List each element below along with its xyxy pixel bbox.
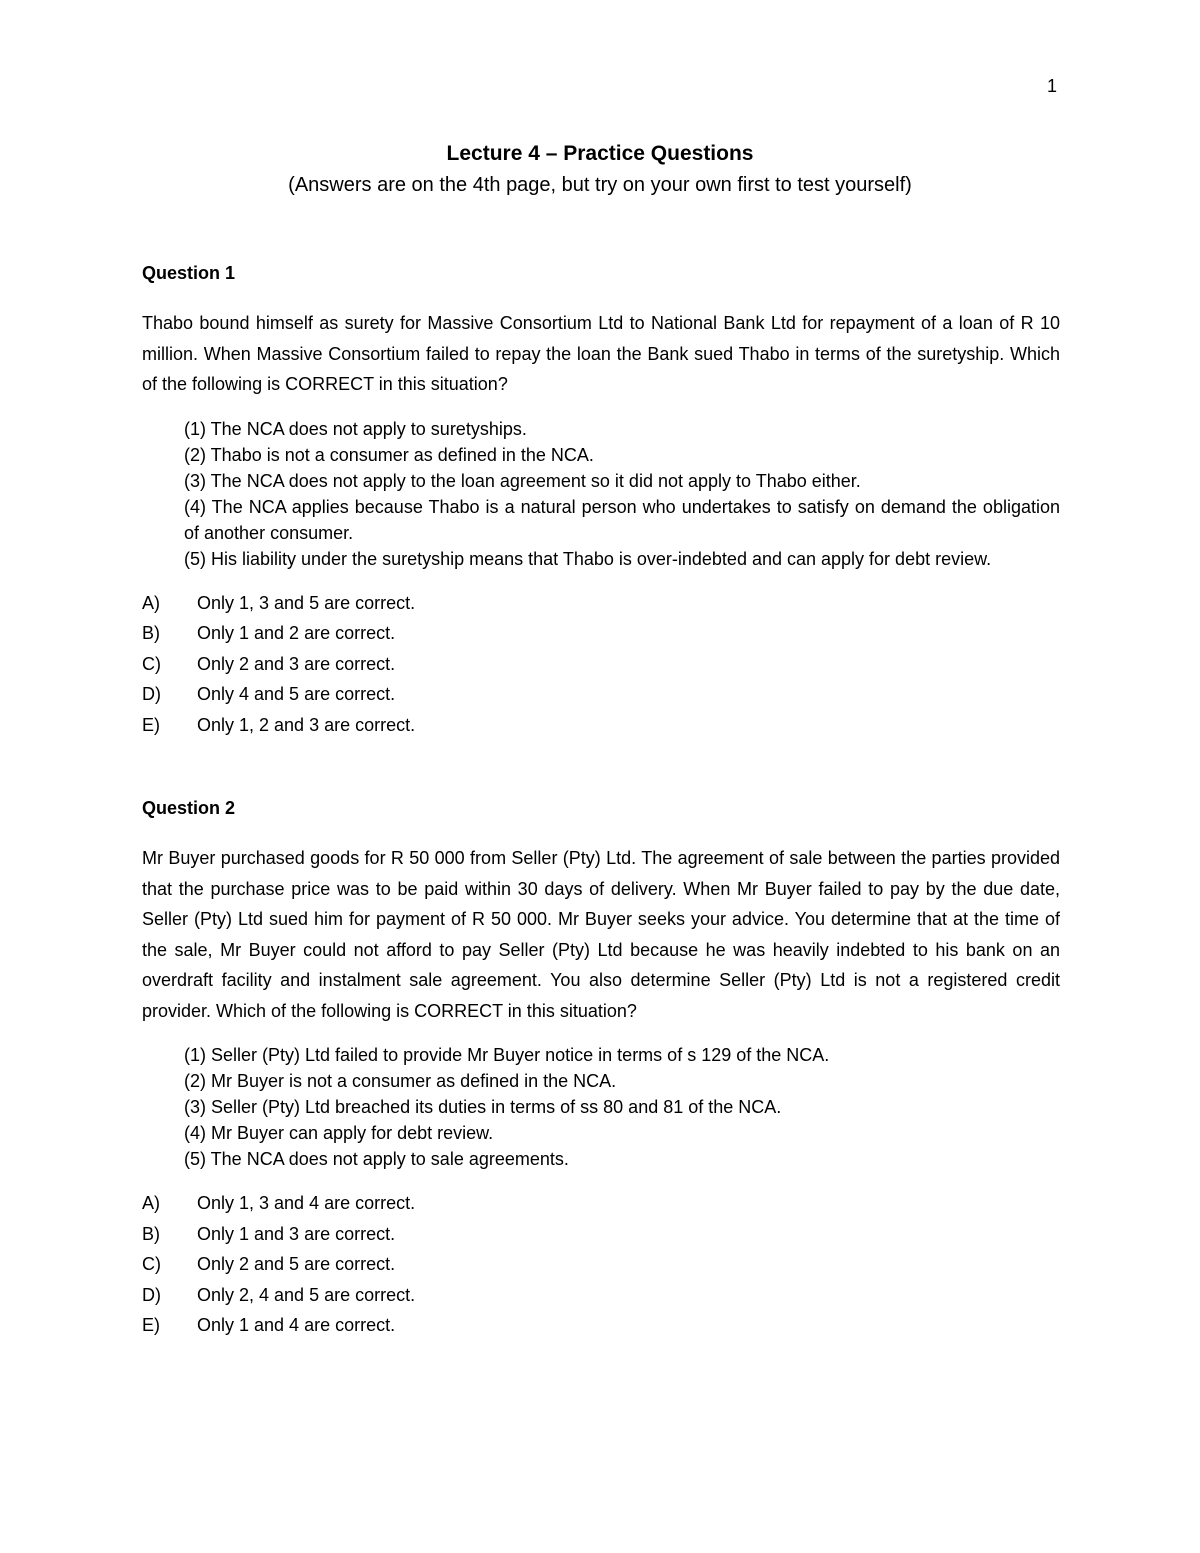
question-1 — [142, 262, 1060, 740]
page-title: Lecture 4 – Practice Questions — [446, 142, 754, 165]
option-letter: E) — [142, 1315, 160, 1335]
option-text: Only 2, 4 and 5 are correct. — [197, 1284, 416, 1305]
option-item — [142, 588, 1060, 619]
question-text: Mr Buyer purchased goods for R 50 000 from Seller (Pty) Ltd. The agreement of sale between the parties provided that the purchase price was to be paid within 30 days of delivery. When Mr Buyer failed to pay by the due date, Seller (Pty) Ltd sued him for payment of R 50 000. Mr Buyer seeks your advice. You determine that at the time of the sale, Mr Buyer could not afford to pay Seller (Pty) Ltd because he was heavily indebted to his bank on an overdraft facility and instalment sale agreement. You also determine Seller (Pty) Ltd is not a registered credit provider. Which of the following is CORRECT in this situation? — [142, 848, 1060, 1021]
page-number: 1 — [1046, 76, 1057, 96]
option-letter: A) — [142, 1193, 160, 1213]
option-item — [142, 1188, 1060, 1219]
option-item — [142, 1219, 1060, 1250]
option-text: Only 1, 2 and 3 are correct. — [197, 714, 416, 735]
question-heading: Question 2 — [142, 798, 236, 818]
option-letter: D) — [142, 1284, 161, 1305]
option-list — [142, 1188, 1060, 1341]
option-letter: B) — [142, 1223, 160, 1244]
option-letter: B) — [142, 623, 160, 643]
question-2 — [142, 797, 1060, 1341]
page-subtitle: (Answers are on the 4th page, but try on your own first to test yourself) — [288, 174, 912, 196]
statement-item: (1) Seller (Pty) Ltd failed to provide Mr Buyer notice in terms of s 129 of the NCA. — [184, 1045, 830, 1065]
option-letter: E) — [142, 714, 160, 735]
option-text: Only 1 and 4 are correct. — [197, 1315, 396, 1335]
option-text: Only 1, 3 and 4 are correct. — [197, 1193, 416, 1213]
statement-item: (4) Mr Buyer can apply for debt review. — [184, 1123, 494, 1143]
option-list — [142, 588, 1060, 741]
option-letter: D) — [142, 684, 161, 704]
option-letter: C) — [142, 1254, 161, 1274]
option-text: Only 1 and 2 are correct. — [197, 623, 396, 643]
statement-item: (5) The NCA does not apply to sale agreements. — [184, 1149, 569, 1169]
option-item — [142, 1310, 1060, 1341]
statement-item: (5) His liability under the suretyship means that Thabo is over-indebted and can apply for debt review. — [184, 548, 992, 569]
statement-item: (3) The NCA does not apply to the loan agreement so it did not apply to Thabo either. — [184, 470, 861, 491]
option-item — [142, 1280, 1060, 1311]
option-item — [142, 618, 1060, 649]
option-item — [142, 710, 1060, 741]
option-text: Only 1, 3 and 5 are correct. — [197, 592, 416, 613]
question-heading: Question 1 — [142, 263, 236, 283]
option-letter: C) — [142, 653, 161, 674]
statement-item: (1) The NCA does not apply to suretyships. — [184, 418, 527, 439]
statement-item: (3) Seller (Pty) Ltd breached its duties in terms of ss 80 and 81 of the NCA. — [184, 1097, 782, 1117]
statement-item: (2) Thabo is not a consumer as defined in the NCA. — [184, 444, 594, 465]
title-block — [0, 141, 1200, 197]
option-text: Only 2 and 3 are correct. — [197, 653, 396, 674]
option-item — [142, 1249, 1060, 1280]
question-text: Thabo bound himself as surety for Massive Consortium Ltd to National Bank Ltd for repayment of a loan of R 10 million. When Massive Consortium failed to repay the loan the Bank sued Thabo in terms of the suretyship. Which of the following is CORRECT in this situation? — [142, 313, 1060, 394]
option-letter: A) — [142, 592, 160, 613]
option-item — [142, 679, 1060, 710]
option-text: Only 4 and 5 are correct. — [197, 684, 396, 704]
statement-list — [184, 416, 1060, 572]
statement-item: (4) The NCA applies because Thabo is a natural person who undertakes to satisfy on demand the obligation of another consumer. — [184, 496, 1060, 543]
statement-list — [184, 1042, 1060, 1172]
option-text: Only 1 and 3 are correct. — [197, 1223, 396, 1244]
option-text: Only 2 and 5 are correct. — [197, 1254, 396, 1274]
option-item — [142, 649, 1060, 680]
statement-item: (2) Mr Buyer is not a consumer as defined in the NCA. — [184, 1071, 617, 1091]
